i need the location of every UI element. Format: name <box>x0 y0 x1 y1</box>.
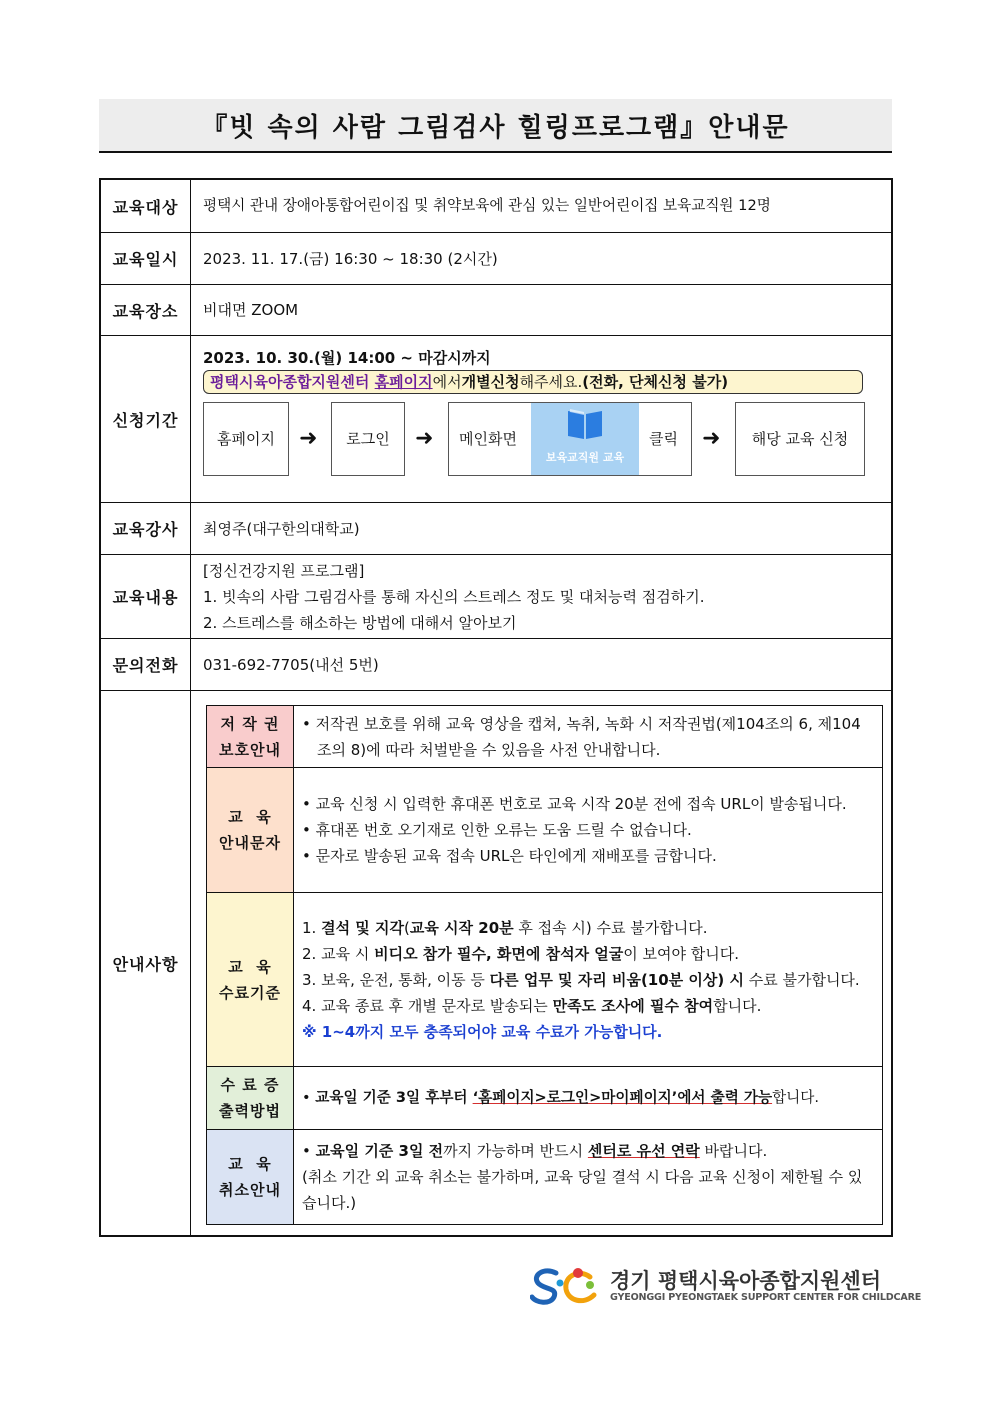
cancel-text: • 교육일 기준 3일 전까지 가능하며 반드시 센터로 유선 연락 바랍니다. <box>302 1142 768 1160</box>
tile-label: 보육교직원 교육 <box>545 451 625 464</box>
center-name-kr: 경기 평택시육아종합지원센터 <box>610 1269 882 1293</box>
notice-label-line: 안내문자 <box>219 834 281 852</box>
notice-completion <box>207 893 882 1067</box>
row-date <box>101 233 891 285</box>
cancel-note: (취소 기간 외 교육 취소는 불가하며, 교육 당일 결석 시 다음 교육 신청이 제한될 수 있습니다.) <box>302 1168 863 1212</box>
completion-item: 1. 결석 및 지각(교육 시작 20분 후 접속 시) 수료 불가합니다. <box>302 918 708 937</box>
row-notices <box>101 691 891 1235</box>
apply-period: 2023. 10. 30.(월) 14:00 ~ 마감시까지 <box>203 349 491 367</box>
notice-label <box>207 706 294 767</box>
arrow-right-icon: ➜ <box>299 426 318 451</box>
notice-text: 에서 <box>432 373 462 391</box>
row-target <box>101 180 891 233</box>
sms-item: • 휴대폰 번호 오기재로 인한 오류는 도움 드릴 수 없습니다. <box>302 821 692 839</box>
row-place <box>101 285 891 336</box>
notice-certificate <box>207 1067 882 1130</box>
contents-heading: [정신건강지원 프로그램] <box>203 561 365 580</box>
notice-label-line: 취소안내 <box>219 1181 281 1199</box>
sms-item: • 문자로 발송된 교육 접속 URL은 타인에게 재배포를 금합니다. <box>302 847 717 865</box>
notice-label <box>207 893 294 1066</box>
arrow-right-icon: ➜ <box>415 426 434 451</box>
notice-restriction: (전화, 단체신청 불가) <box>582 373 729 391</box>
row-label: 안내사항 <box>101 691 191 1235</box>
row-instructor <box>101 503 891 555</box>
notice-cancel <box>207 1130 882 1224</box>
contents-item: 2. 스트레스를 해소하는 방법에 대해서 알아보기 <box>203 613 517 632</box>
arrow-right-icon: ➜ <box>702 426 721 451</box>
notices-table <box>206 705 883 1225</box>
row-label: 교육일시 <box>101 233 191 284</box>
notice-label-line: 수 료 증 <box>220 1076 280 1094</box>
row-label: 교육대상 <box>101 180 191 232</box>
step-click-label: 클릭 <box>649 430 678 448</box>
row-value: 최영주(대구한의대학교) <box>203 519 360 538</box>
center-name: 평택시육아종합지원센터 <box>210 373 370 391</box>
row-label: 교육강사 <box>101 503 191 554</box>
step-main-screen-label: 메인화면 <box>459 430 517 448</box>
notice-label-line: 출력방법 <box>219 1102 281 1120</box>
completion-item: 2. 교육 시 비디오 참가 필수, 화면에 참석자 얼굴이 보여야 합니다. <box>302 944 740 963</box>
row-label: 문의전화 <box>101 639 191 690</box>
copyright-text: • 저작권 보호를 위해 교육 영상을 캡쳐, 녹취, 녹화 시 저작권법(제104조의 6, 제104조의 8)에 따라 처벌받을 수 있음을 사전 안내합니다. <box>302 714 861 759</box>
center-name-en: GYEONGGI PYEONGTAEK SUPPORT CENTER FOR CHILDCARE <box>610 1292 922 1303</box>
notice-label-line: 교 육 <box>228 957 272 976</box>
completion-item: 3. 보육, 운전, 통화, 이동 등 다른 업무 및 자리 비움(10분 이상) 시 수료 불가합니다. <box>302 970 860 989</box>
notice-label <box>207 1130 294 1224</box>
row-contact <box>101 639 891 691</box>
notice-label-line: 보호안내 <box>219 740 281 759</box>
notice-copyright <box>207 706 882 768</box>
step-main-screen <box>448 402 692 476</box>
notice-sms <box>207 768 882 893</box>
sms-item: • 교육 신청 시 입력한 휴대폰 번호로 교육 시작 20분 전에 접속 URL이 발송됩니다. <box>302 795 847 813</box>
row-label: 신청기간 <box>101 336 191 502</box>
apply-notice <box>203 370 863 394</box>
completion-note: ※ 1~4까지 모두 충족되어야 교육 수료가 가능합니다. <box>302 1022 663 1041</box>
row-label: 교육내용 <box>101 555 191 638</box>
apply-flow <box>203 402 891 478</box>
notice-label <box>207 768 294 892</box>
homepage-link[interactable]: 홈페이지 <box>374 373 433 391</box>
book-icon <box>566 407 604 441</box>
contact-phone: 031-692-7705(내선 5번) <box>203 655 379 674</box>
notice-label-line: 저 작 권 <box>220 714 280 733</box>
notice-text: 해주세요. <box>519 373 583 391</box>
notice-label-line: 교 육 <box>228 1155 272 1173</box>
staff-education-tile[interactable] <box>531 403 639 475</box>
page-title: 『빗 속의 사람 그림검사 힐링프로그램』안내문 <box>99 99 892 153</box>
row-label: 교육장소 <box>101 285 191 335</box>
row-value: 2023. 11. 17.(금) 16:30 ~ 18:30 (2시간) <box>203 249 498 268</box>
row-contents <box>101 555 891 639</box>
footer-logo <box>530 1263 922 1309</box>
notice-label-line: 교 육 <box>228 808 272 826</box>
notice-label <box>207 1067 294 1129</box>
notice-label-line: 수료기준 <box>219 983 281 1002</box>
sc-logo-icon <box>530 1265 604 1307</box>
notice-individual: 개별신청 <box>461 373 520 391</box>
contents-item: 1. 빗속의 사람 그림검사를 통해 자신의 스트레스 정도 및 대처능력 점검하기. <box>203 587 705 606</box>
step-login: 로그인 <box>331 402 405 476</box>
row-value: 비대면 ZOOM <box>203 301 299 319</box>
step-homepage: 홈페이지 <box>203 402 289 476</box>
row-apply <box>101 336 891 503</box>
info-table <box>99 178 893 1237</box>
certificate-text: • 교육일 기준 3일 후부터 ‘홈페이지>로그인>마이페이지’에서 출력 가능합니다. <box>302 1089 820 1106</box>
step-apply: 해당 교육 신청 <box>735 402 865 476</box>
row-value: 평택시 관내 장애아통합어린이집 및 취약보육에 관심 있는 일반어린이집 보육교직원 12명 <box>203 197 771 214</box>
completion-item: 4. 교육 종료 후 개별 문자로 발송되는 만족도 조사에 필수 참여합니다. <box>302 996 762 1015</box>
